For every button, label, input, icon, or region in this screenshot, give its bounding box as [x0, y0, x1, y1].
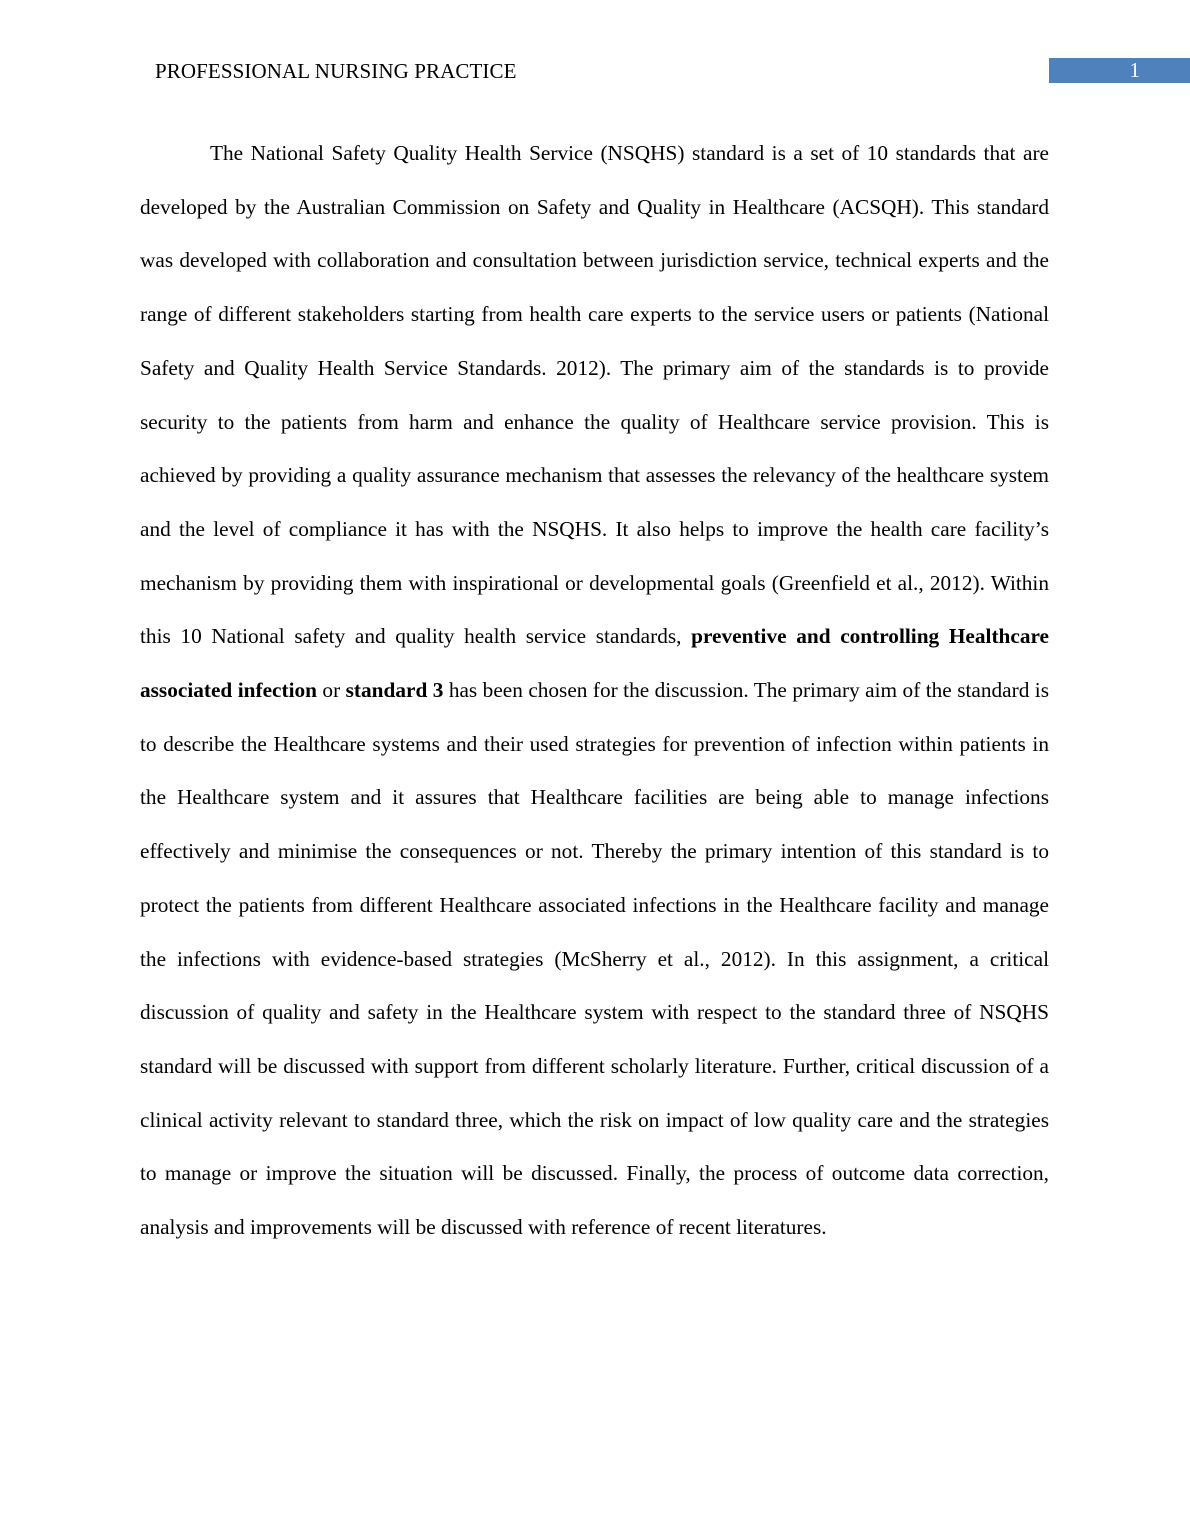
paragraph-bold-standard-title: preventive and controlling Healthcare associated infection	[140, 624, 1049, 703]
page-number: 1	[1129, 58, 1140, 82]
running-head: PROFESSIONAL NURSING PRACTICE	[155, 59, 517, 83]
page-number-box	[1049, 58, 1190, 83]
body-paragraph	[140, 127, 1049, 1255]
paragraph-text-part2: or	[316, 678, 346, 703]
paragraph-text-part1: The National Safety Quality Health Service (NSQHS) standard is a set of 10 standards that are developed by the Australian Commission on Safety and Quality in Healthcare (ACSQH). This standard was developed with collaboration and consultation between jurisdiction service, technical experts and the range of different stakeholders starting from health care experts to the service users or patients (National Safety and Quality Health Service Standards. 2012). The primary aim of the standards is to provide security to the patients from harm and enhance the quality of Healthcare service provision. This is achieved by providing a quality assurance mechanism that assesses the relevancy of the healthcare system and the level of compliance it has with the NSQHS. It also helps to improve the health care facility’s mechanism by providing them with inspirational or developmental goals (Greenfield et al., 2012). Within this 10 National safety and quality health service standards,	[140, 141, 1049, 649]
paragraph-text-part3: has been chosen for the discussion. The primary aim of the standard is to describe the Healthcare systems and their used strategies for prevention of infection within patients in the Healthcare system and it assures that Healthcare facilities are being able to manage infections effectively and minimise the consequences or not. Thereby the primary intention of this standard is to protect the patients from different Healthcare associated infections in the Healthcare facility and manage the infections with evidence-based strategies (McSherry et al., 2012). In this assignment, a critical discussion of quality and safety in the Healthcare system with respect to the standard three of NSQHS standard will be discussed with support from different scholarly literature. Further, critical discussion of a clinical activity relevant to standard three, which the risk on impact of low quality care and the strategies to manage or improve the situation will be discussed. Finally, the process of outcome data correction, analysis and improvements will be discussed with reference of recent literatures.	[140, 678, 1049, 1240]
paragraph-bold-standard-number: standard 3	[345, 678, 444, 703]
